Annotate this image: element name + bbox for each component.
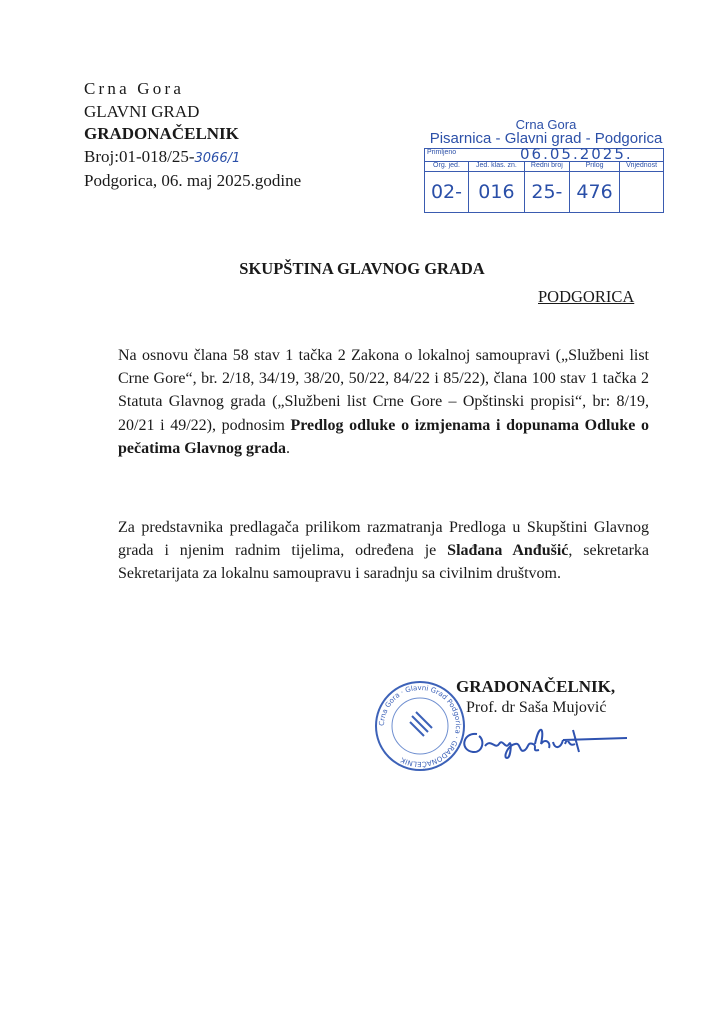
col-header: Redni broj — [524, 162, 569, 172]
country-name: Crna Gora — [84, 79, 185, 98]
col-value — [620, 172, 664, 213]
p2-end: , sekretarka Sekretarijata za lokalnu samoupravu i saradnju sa civilnim društvom. — [118, 542, 650, 583]
col-value: 25- — [524, 172, 569, 213]
seal-text: Crna Gora · Glavni Grad Podgorica · GRADONAČELNIK — [377, 683, 463, 769]
col-header: Vrijednost — [620, 162, 664, 172]
col-header: Prilog — [569, 162, 619, 172]
stamp-table — [424, 145, 664, 213]
col-header: Jed. klas. zn. — [468, 162, 524, 172]
registry-stamp — [424, 118, 668, 213]
received-date: 06.05.2025. — [520, 145, 633, 163]
p1-end: . — [286, 439, 290, 457]
received-row — [425, 145, 664, 163]
city-org: GLAVNI GRAD — [84, 101, 200, 121]
p1-text: Na osnovu člana 58 stav 1 tačka 2 Zakona o lokalnoj samoupravi („Službeni list Crne Gore“, br. 2/18, 34/19, 38/20, 50/22, 84/22 i 85/22), člana 100 stav 1 tačka 2 Statuta Glavnog grada („Službeni list Crne Gore – Opštinski propisi“, br: 8/19, 20/21 i 49/22), podnosim — [118, 347, 649, 434]
received-label: Primljeno — [427, 149, 457, 156]
stamp-line2: Pisarnica - Glavni grad - Podgorica — [429, 130, 663, 147]
paragraph-2 — [118, 516, 649, 586]
letterhead — [84, 78, 301, 193]
col-value: 016 — [468, 172, 524, 213]
signatory-title: GRADONAČELNIK, — [456, 677, 616, 696]
recipient-title: SKUPŠTINA GLAVNOG GRADA — [239, 259, 485, 278]
stamp-line1: Crna Gora — [515, 117, 577, 132]
recipient-city: PODGORICA — [538, 287, 635, 306]
p2-bold: Slađana Anđušić — [447, 542, 569, 560]
document-date: Podgorica, 06. maj 2025.godine — [84, 171, 302, 191]
col-value: 02- — [425, 172, 469, 213]
document-number — [84, 146, 301, 171]
svg-text:Crna Gora · Glavni Grad Podgor — [378, 684, 462, 769]
official-seal — [374, 680, 466, 772]
paragraph-1 — [118, 344, 649, 460]
signatory-name: Prof. dr Saša Mujović — [466, 699, 607, 716]
p2-text: Za predstavnika predlagača prilikom razmatranja Predloga u Skupštini Glavnog grada i njenim radnim tijelima, određena je — [118, 519, 649, 560]
col-header: Org. jed. — [425, 162, 469, 172]
col-value: 476 — [569, 172, 619, 213]
p1-bold: Predlog odluke o izmjenama i dopunama Odluke o pečatima Glavnog grada — [118, 416, 650, 457]
number-prefix: Broj:01-018/25- — [84, 146, 195, 166]
handwritten-signature — [455, 722, 635, 762]
office-name: GRADONAČELNIK — [84, 124, 239, 144]
handwritten-number: 3066/1 — [194, 150, 241, 166]
